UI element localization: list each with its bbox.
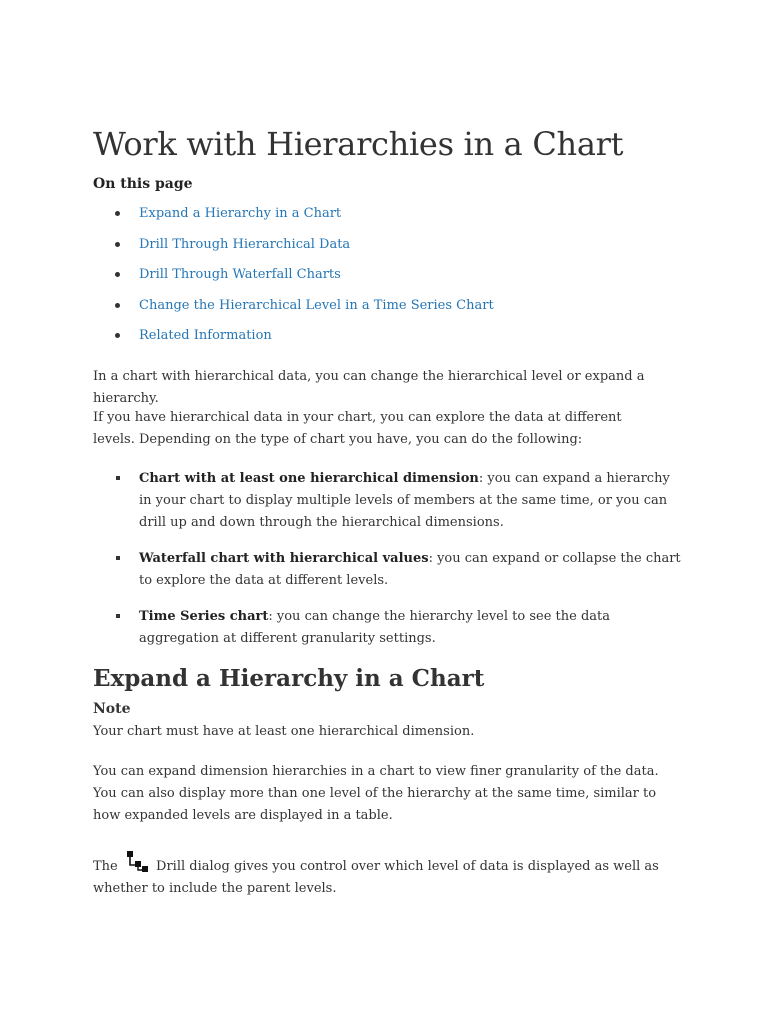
paragraph-text-after: Drill dialog gives you control over which level of data is displayed as well as whether to include the parent levels. xyxy=(93,859,659,896)
page-title: Work with Hierarchies in a Chart xyxy=(93,125,624,163)
section-paragraph-1: You can expand dimension hierarchies in a chart to view finer granularity of the data. You can also display more than one level of the hierarchy at the same time, similar to how expanded levels are displayed in a table. xyxy=(93,764,659,823)
toc-item xyxy=(93,203,494,234)
square-bullet xyxy=(116,614,120,618)
bullet-item xyxy=(93,606,684,650)
toc-link-related-information[interactable]: Related Information xyxy=(139,328,272,344)
toc-link-drill-hierarchical-data[interactable]: Drill Through Hierarchical Data xyxy=(139,236,351,252)
toc-list xyxy=(93,203,494,356)
bullet-dot xyxy=(115,211,120,216)
toc-link-expand-hierarchy[interactable]: Expand a Hierarchy in a Chart xyxy=(139,206,342,221)
bullet-text: : you can expand or collapse the chart to explore the data at different levels. xyxy=(139,551,681,588)
paragraph-text-before: The xyxy=(93,859,118,874)
bullet-item xyxy=(93,548,684,592)
feature-bullet-list xyxy=(93,468,684,650)
toc-item xyxy=(93,295,494,326)
bullet-term: Chart with at least one hierarchical dimension xyxy=(139,471,479,486)
section-paragraph-2 xyxy=(93,850,663,900)
bullet-dot xyxy=(115,272,120,277)
toc-item xyxy=(93,264,494,295)
toc-item xyxy=(93,325,494,356)
bullet-text: : you can expand a hierarchy in your chart to display multiple levels of members at the same time, or you can drill up and down through the hierarchical dimensions. xyxy=(139,471,670,530)
toc-heading: On this page xyxy=(93,176,193,192)
bullet-dot xyxy=(115,303,120,308)
section-heading: Expand a Hierarchy in a Chart xyxy=(93,665,485,692)
toc-link-time-series-level[interactable]: Change the Hierarchical Level in a Time Series Chart xyxy=(139,297,494,313)
intro-paragraph-1: In a chart with hierarchical data, you can change the hierarchical level or expand a hierarchy. xyxy=(93,369,645,406)
bullet-item xyxy=(93,468,684,534)
toc-item xyxy=(93,234,494,265)
drill-hierarchy-icon xyxy=(124,850,150,874)
bullet-dot xyxy=(115,333,120,338)
toc-link-drill-waterfall[interactable]: Drill Through Waterfall Charts xyxy=(139,267,341,283)
square-bullet xyxy=(116,556,120,560)
bullet-term: Waterfall chart with hierarchical values xyxy=(139,551,429,566)
bullet-text: : you can change the hierarchy level to see the data aggregation at different granularity settings. xyxy=(139,609,610,646)
note-label: Note xyxy=(93,701,131,717)
intro-paragraph-2: If you have hierarchical data in your chart, you can explore the data at different levels. Depending on the type of chart you have, you can do the following: xyxy=(93,410,622,447)
square-bullet xyxy=(116,476,120,480)
bullet-dot xyxy=(115,242,120,247)
note-text: Your chart must have at least one hierarchical dimension. xyxy=(93,724,475,739)
bullet-term: Time Series chart xyxy=(139,609,269,624)
